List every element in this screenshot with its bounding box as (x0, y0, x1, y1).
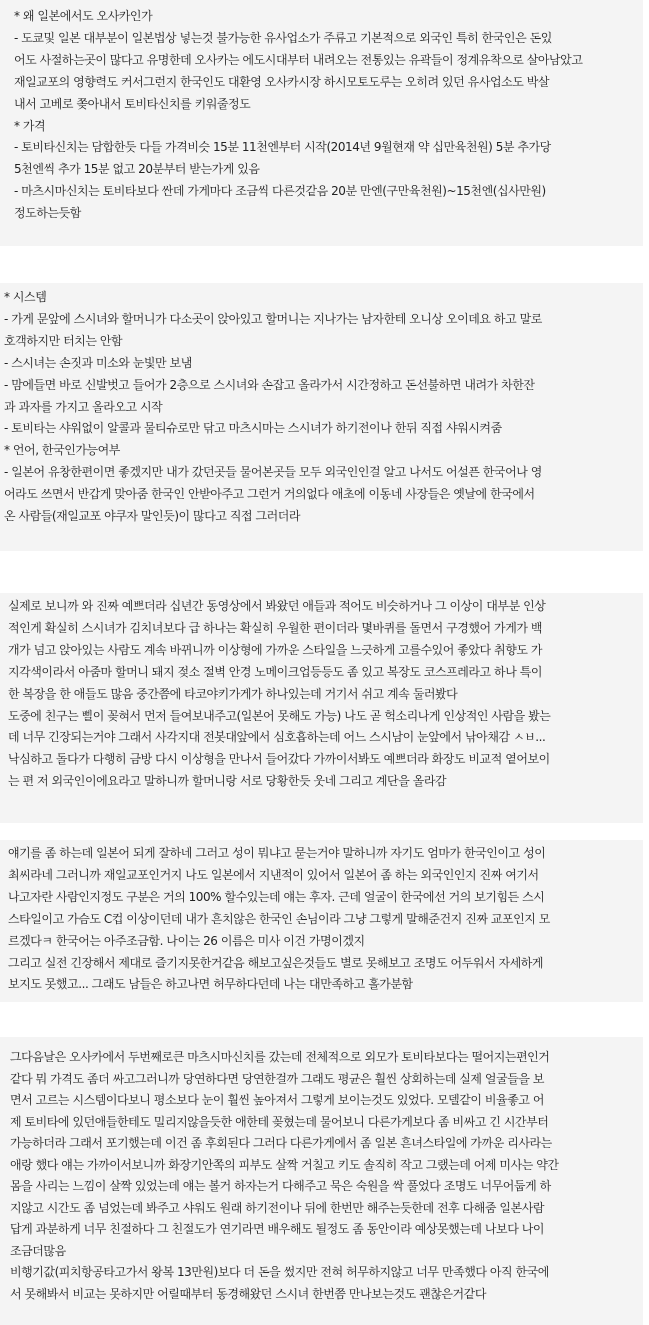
text-line: 면서 고르는 시스템이다보니 평소보다 눈이 훨씬 높아져서 그렇게 보이는것도 있었다. 모델같이 비율좋고 어 (10, 1093, 544, 1107)
text-line: 애랑 했다 얘는 가까이서보니까 화장기안쪽의 피부도 살짝 거칠고 키도 솔직히 작고 그랬는데 어제 미사는 약간 (10, 1157, 559, 1172)
text-line: - 마츠시마신치는 토비타보다 싼데 가게마다 조금씩 다른것같음 20분 만엔(구만육천원)~15천엔(십사만원) (14, 184, 546, 199)
text-line: - 도쿄및 일본 대부분이 일본법상 넣는것 불가능한 유사업소가 주류고 기본적으로 외국인 특히 한국인은 돈있 (14, 30, 552, 45)
text-line: 지각색이라서 아줌마 할머니 돼지 젖소 절벽 안경 노메이크업등등도 좀 있고 복장도 코스프레라고 하나 특이 (8, 664, 542, 679)
text-line: 가능하더라 그래서 포기했는데 이건 좀 후회된다 그러다 다른가게에서 좀 일본 흔녀스타일에 가까운 리사라는 (10, 1136, 552, 1150)
text-line: - 일본어 유창한편이면 좋겠지만 내가 갔던곳들 물어본곳들 모두 외국인인걸 알고 나서도 어설픈 한국어나 영 (4, 465, 542, 480)
text-line: - 토비타신치는 담합한듯 다들 가격비슷 15분 11천엔부터 시작(2014년 9월현재 약 십만육천원) 5분 추가당 (14, 140, 551, 155)
text-line: 얘기를 좀 하는데 일본어 되게 잘하네 그러고 성이 뭐냐고 묻는거야 말하니까 자기도 엄마가 한국인이고 성이 (8, 846, 546, 860)
text-line: 도중에 친구는 삘이 꽂혀서 먼저 들여보내주고(일본어 못해도 가능) 나도 곧 헉소리나게 인상적인 사람을 봤는 (8, 708, 551, 723)
text-line: 한 복장을 한 애들도 많음 중간쯤에 타코야키가게가 하나있는데 거기서 쉬고 계속 둘러봤다 (8, 686, 458, 701)
text-line: 지않고 시간도 좀 넘었는데 봐주고 샤워도 원래 하기전이나 뒤에 한번만 해주는듯한데 전후 다해줌 일본사람 (10, 1200, 544, 1215)
text-line: 답게 과분하게 너무 친절하다 그 친절도가 연기라면 배우해도 될정도 좀 동안이라 예상못했는데 나보다 나이 (10, 1222, 544, 1236)
text-line: - 토비타는 샤워없이 알콜과 물티슈로만 닦고 마츠시마는 스시녀가 하기전이나 한뒤 직접 샤워시켜줌 (4, 421, 502, 436)
text-line: 5천엔씩 추가 15분 없고 20분부터 받는가게 있음 (14, 162, 260, 177)
text-line: 호객하지만 터치는 안함 (4, 333, 123, 348)
text-line: 스타일이고 가슴도 C컵 이상이던데 내가 흔치않은 한국인 손님이라 그냥 그렇게 말해준건지 진짜 교포인지 모 (8, 911, 550, 926)
text-line: - 스시녀는 손짓과 미소와 눈빛만 보냄 (4, 355, 192, 370)
text-line: 나고자란 사람인지정도 구분은 거의 100% 할수있는데 얘는 후자. 근데 얼굴이 한국에선 거의 보기힘든 스시 (8, 889, 545, 904)
text-line: 어라도 쓰면서 반갑게 맞아줌 한국인 안받아주고 그런거 거의없다 애초에 이동네 사장들은 옛날에 한국에서 (4, 487, 535, 502)
text-line: 온 사람들(재일교포 야쿠자 말인듯)이 많다고 직접 그러더라 (4, 509, 301, 523)
text-line: 그다음날은 오사카에서 두번째로큰 마츠시마신치를 갔는데 전체적으로 외모가 토비타보다는 떨어지는편인거 (10, 1050, 550, 1064)
text-line: 낙심하고 돌다가 다행히 금방 다시 이상형을 만나서 들어갔다 가까이서봐도 예쁘더라 화장도 비교적 옅어보이 (8, 752, 550, 767)
text-line: 같다 뭐 가격도 좀더 싸고그러니까 당연하다면 당연한걸까 그래도 평균은 훨씬 상회하는데 실제 얼굴들을 보 (10, 1071, 544, 1086)
text-line: 실제로 보니까 와 진짜 예쁘더라 십년간 동영상에서 봐왔던 애들과 적어도 비슷하거나 그 이상이 대부분 인상 (8, 599, 546, 613)
text-line: 정도하는듯함 (14, 206, 81, 221)
text-line: 몸을 사리는 느낌이 살짝 있었는데 얘는 볼거 하자는거 다해주고 묵은 숙원을 싹 풀었다 조명도 너무어둡게 하 (10, 1179, 551, 1193)
text-line: 최씨라네 그러니까 재일교포인거지 나도 일본에서 지낸적이 있어서 일본어 좀 하는 외국인인지 진짜 여기서 (8, 867, 539, 882)
text-line: 제 토비타에 있던애들한테도 밀리지않을듯한 애한테 꽂혔는데 물어보니 다른가게보다 좀 비싸고 긴 시간부터 (10, 1114, 549, 1129)
text-line: - 맘에들면 바로 신발벗고 들어가 2층으로 스시녀와 손잡고 올라가서 시간정하고 돈선불하면 내려가 차한잔 (4, 377, 535, 392)
text-line: 재일교포의 영향력도 커서그런지 한국인도 대환영 오사카시장 하시모토도루는 오히려 있던 유사업소도 박살 (14, 74, 550, 89)
text-line: 조금더많음 (10, 1243, 66, 1258)
text-line: 는 편 저 외국인이에요라고 말하니까 할머니랑 서로 당황한듯 웃네 그리고 계단을 올라감 (8, 774, 447, 789)
text-line: - 가게 문앞에 스시녀와 할머니가 다소곳이 앉아있고 할머니는 지나가는 남자한테 오니상 오이데요 하고 말로 (4, 311, 542, 326)
text-line: 개가 넘고 앉아있는 사람도 계속 바뀌니까 이상형에 가까운 스타일을 느긋하게 고를수있어 좋았다 취향도 가 (8, 642, 542, 657)
text-line: 어도 사절하는곳이 많다고 유명한데 오사카는 에도시대부터 내려오는 전통있는 유곽들이 정계유착으로 살아남았고 (14, 52, 583, 67)
text-line: 과 과자를 가지고 올라오고 시작 (4, 399, 163, 414)
text-line: 내서 고베로 쫒아내서 토비타신치를 키워줄정도 (14, 96, 251, 111)
text-line: * 가격 (14, 118, 46, 133)
text-line: 르겠다ㅋ 한국어는 아주조금함. 나이는 26 이름은 미사 이건 가명이겠지 (8, 933, 365, 948)
text-line: 서 못해봐서 비교는 못하지만 어릴때부터 동경해왔던 스시녀 한번쯤 만나보는것도 괜찮은거같다 (10, 1286, 486, 1301)
text-line: 데 너무 긴장되는거야 그래서 사각지대 전봇대앞에서 심호흡하는데 어느 스시남이 눈앞에서 낚아채감 ㅅㅂ... (8, 730, 546, 745)
text-line: * 언어, 한국인가능여부 (4, 443, 120, 458)
text-line: * 왜 일본에서도 오사카인가 (14, 9, 153, 23)
text-line: * 시스템 (4, 290, 47, 304)
text-line: 비행기값(피치항공타고가서 왕복 13만원)보다 더 돈을 썼지만 전혀 허무하지않고 너무 만족했다 아직 한국에 (10, 1265, 549, 1279)
text-line: 적인게 확실히 스시녀가 김치녀보다 급 하나는 확실히 우월한 편이더라 몇바퀴를 돌면서 구경했어 가게가 백 (8, 620, 542, 635)
text-line: 보지도 못했고... 그래도 남들은 하고나면 허무하다던데 나는 대만족하고 홀가분함 (8, 977, 413, 992)
text-line: 그리고 실전 긴장해서 제대로 즐기지못한거같음 해보고싶은것들도 별로 못해보고 조명도 어두워서 자세하게 (8, 955, 544, 970)
